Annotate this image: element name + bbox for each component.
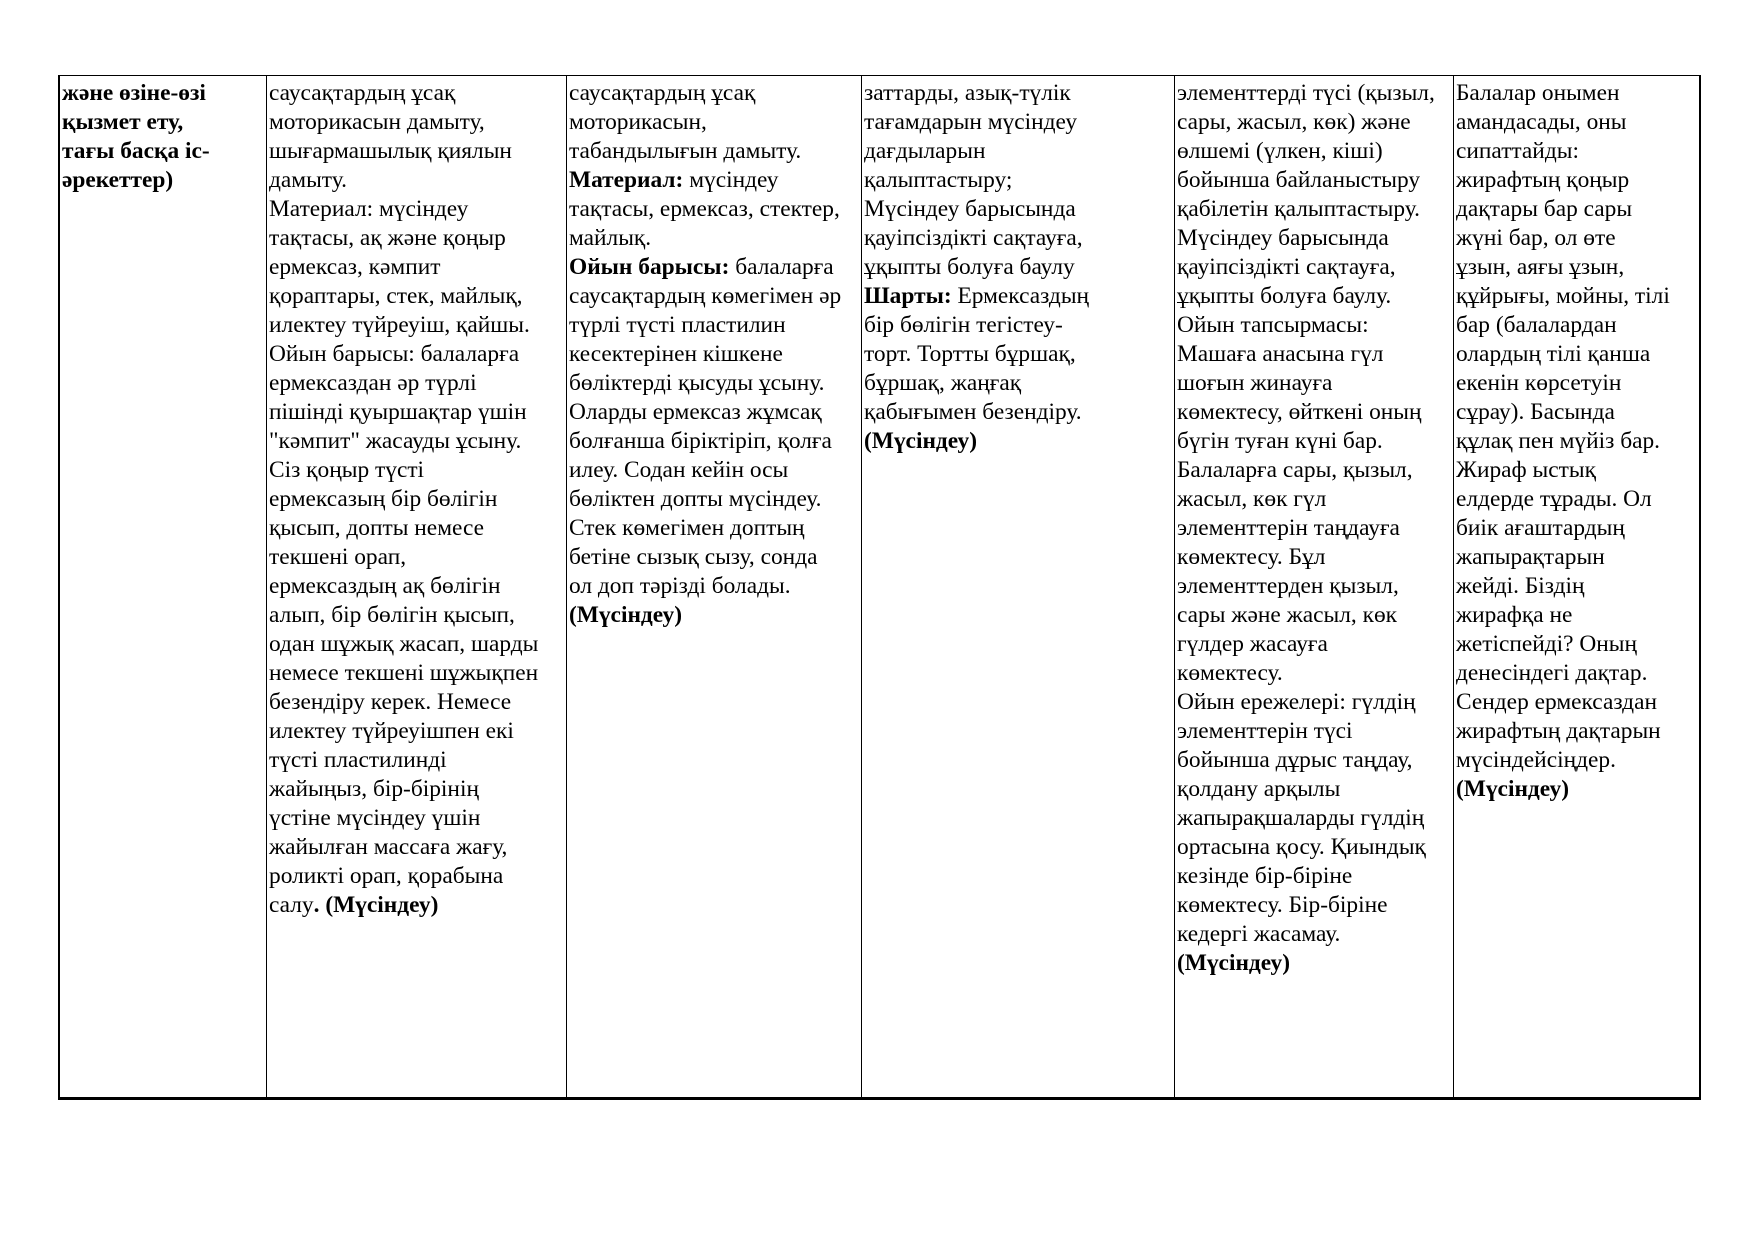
bold-text-segment: әрекеттер) — [62, 167, 174, 193]
text-line — [1456, 543, 1698, 572]
text-segment: тағамдарын мүсіндеу — [864, 109, 1078, 135]
text-line — [269, 398, 565, 427]
text-line — [1456, 166, 1698, 195]
text-segment: түрлі түсті пластилин — [569, 312, 786, 338]
text-segment: моторикасын, — [569, 109, 707, 135]
text-segment: көмектесу, өйткені оның — [1177, 399, 1422, 425]
bold-text-segment: Ойын барысы: — [569, 254, 730, 280]
text-line — [1456, 572, 1698, 601]
text-line — [269, 891, 565, 920]
text-line — [1177, 775, 1452, 804]
text-segment: сары, жасыл, көк) және — [1177, 109, 1411, 135]
text-segment: Мүсіндеу барысында — [1177, 225, 1389, 251]
text-line — [269, 282, 565, 311]
text-line — [1177, 195, 1452, 224]
text-line — [269, 456, 565, 485]
text-segment: Ойын барысы: балаларға — [269, 341, 520, 367]
text-segment: қолдану арқылы — [1177, 776, 1341, 802]
text-segment: жетіспейді? Оның — [1456, 631, 1638, 657]
text-segment: бетіне сызық сызу, сонда — [569, 544, 818, 570]
text-segment: немесе текшені шұжықпен — [269, 660, 539, 686]
text-line — [569, 137, 860, 166]
bold-text-segment: қызмет ету, — [62, 109, 184, 135]
text-segment: қауіпсіздікті сақтауға, — [1177, 254, 1396, 280]
text-line — [1177, 688, 1452, 717]
text-line — [1177, 398, 1452, 427]
text-line — [1456, 108, 1698, 137]
text-segment: қауіпсіздікті сақтауға, — [864, 225, 1083, 251]
text-segment: Ойын тапсырмасы: — [1177, 312, 1369, 338]
text-segment: Мүсіндеу барысында — [864, 196, 1076, 222]
text-line — [864, 195, 1173, 224]
text-segment: дамыту. — [269, 167, 347, 193]
text-line — [1177, 485, 1452, 514]
text-segment: сұрау). Басында — [1456, 399, 1615, 425]
text-line — [1177, 833, 1452, 862]
text-segment: ол доп тәрізді болады. — [569, 573, 791, 599]
text-segment: екенін көрсетуін — [1456, 370, 1622, 396]
text-segment: Ойын ережелері: гүлдің — [1177, 689, 1416, 715]
text-segment: Ермексаздың — [951, 283, 1090, 309]
text-line — [569, 572, 860, 601]
text-line — [1177, 108, 1452, 137]
text-segment: гүлдер жасауға — [1177, 631, 1328, 657]
text-segment: Сіз қоңыр түсті — [269, 457, 425, 483]
text-line — [1456, 137, 1698, 166]
bold-text-segment: (Мүсіндеу) — [864, 428, 978, 454]
text-line — [1456, 659, 1698, 688]
text-line — [1456, 398, 1698, 427]
text-line — [864, 166, 1173, 195]
text-line — [269, 601, 565, 630]
text-line — [1177, 224, 1452, 253]
text-segment: қабығымен безендіру. — [864, 399, 1082, 425]
text-segment: бір бөлігін тегістеу- — [864, 312, 1063, 338]
text-line — [864, 108, 1173, 137]
text-segment: ермексаздың ақ бөлігін — [269, 573, 501, 599]
text-line — [1456, 253, 1698, 282]
text-segment: ұқыпты болуға баулу — [864, 254, 1075, 280]
text-line — [1177, 543, 1452, 572]
text-line — [569, 456, 860, 485]
text-segment: түсті пластилинді — [269, 747, 447, 773]
text-line — [1456, 514, 1698, 543]
text-segment: Балаларға сары, қызыл, — [1177, 457, 1413, 483]
text-segment: одан шұжық жасап, шарды — [269, 631, 539, 657]
text-segment: элементтерді түсі (қызыл, — [1177, 80, 1435, 106]
text-line — [269, 427, 565, 456]
text-line — [269, 572, 565, 601]
text-segment: қалыптастыру; — [864, 167, 1013, 193]
text-line — [864, 369, 1173, 398]
text-segment: "кәмпит" жасауды ұсыну. — [269, 428, 522, 454]
text-line — [1177, 949, 1452, 978]
text-line — [1177, 369, 1452, 398]
text-segment: кедергі жасамау. — [1177, 921, 1341, 947]
text-line — [1177, 166, 1452, 195]
text-line — [1177, 891, 1452, 920]
text-segment: жейді. Біздің — [1456, 573, 1585, 599]
text-line — [864, 427, 1173, 456]
text-segment: шығармашылық қиялын — [269, 138, 512, 164]
text-line — [269, 224, 565, 253]
text-segment: ұзын, аяғы ұзын, — [1456, 254, 1625, 280]
text-line — [1456, 630, 1698, 659]
text-segment: элементтерін таңдауға — [1177, 515, 1400, 541]
text-line — [269, 717, 565, 746]
text-line — [1456, 195, 1698, 224]
bold-text-segment: және өзіне-өзі — [62, 80, 206, 106]
column-activity-3 — [862, 76, 1175, 1097]
text-line — [569, 369, 860, 398]
text-segment: балаларға — [729, 254, 834, 280]
text-segment: саусақтардың ұсақ — [569, 80, 756, 106]
text-segment: табандылығын дамыту. — [569, 138, 802, 164]
text-segment: амандасады, оны — [1456, 109, 1627, 135]
text-segment: илектеу түйреуіш, қайшы. — [269, 312, 530, 338]
text-line — [864, 398, 1173, 427]
text-segment: көмектесу. Бұл — [1177, 544, 1326, 570]
text-segment: ермексаз, кәмпит — [269, 254, 441, 280]
text-segment: ұқыпты болуға баулу. — [1177, 283, 1392, 309]
text-line — [269, 746, 565, 775]
text-line — [569, 398, 860, 427]
activity-table — [58, 75, 1701, 1100]
text-line — [269, 340, 565, 369]
bold-text-segment: (Мүсіндеу) — [1177, 950, 1291, 976]
text-segment: жапырақшаларды гүлдің — [1177, 805, 1425, 831]
text-line — [1456, 282, 1698, 311]
text-segment: Жираф ыстық — [1456, 457, 1596, 483]
text-segment: Оларды ермексаз жұмсақ — [569, 399, 822, 425]
text-segment: безендіру керек. Немесе — [269, 689, 512, 715]
text-segment: елдерде тұрады. Ол — [1456, 486, 1652, 512]
text-line — [864, 137, 1173, 166]
text-segment: болғанша біріктіріп, қолға — [569, 428, 832, 454]
text-line — [269, 311, 565, 340]
text-line — [269, 369, 565, 398]
column-activity-4 — [1175, 76, 1454, 1097]
text-line — [269, 195, 565, 224]
column-activity-1 — [267, 76, 567, 1097]
text-line — [1456, 369, 1698, 398]
text-segment: мүсіндеу — [683, 167, 779, 193]
text-segment: жайыңыз, бір-бірінің — [269, 776, 479, 802]
text-segment: жайылған массаға жағу, — [269, 834, 508, 860]
text-line — [1177, 920, 1452, 949]
text-segment: шоғын жинауға — [1177, 370, 1333, 396]
text-line — [1456, 601, 1698, 630]
text-line — [269, 108, 565, 137]
column-activity-type — [60, 76, 267, 1097]
text-segment: моторикасын дамыту, — [269, 109, 485, 135]
text-line — [864, 311, 1173, 340]
text-line — [864, 340, 1173, 369]
text-segment: саусақтардың ұсақ — [269, 80, 456, 106]
text-segment: көмектесу. Бір-біріне — [1177, 892, 1388, 918]
bold-text-segment: . (Мүсіндеу) — [313, 892, 439, 918]
text-segment: заттарды, азық-түлік — [864, 80, 1071, 106]
text-line — [1456, 485, 1698, 514]
text-segment: бар (балалардан — [1456, 312, 1617, 338]
bold-text-segment: (Мүсіндеу) — [569, 602, 683, 628]
text-segment: жүні бар, ол өте — [1456, 225, 1616, 251]
text-segment: текшені орап, — [269, 544, 407, 570]
text-segment: Стек көмегімен доптың — [569, 515, 805, 541]
text-line — [62, 108, 265, 137]
text-segment: бұршақ, жаңғақ — [864, 370, 1022, 396]
text-segment: дағдыларын — [864, 138, 986, 164]
text-line — [1177, 717, 1452, 746]
text-line — [269, 485, 565, 514]
text-line — [1177, 340, 1452, 369]
text-line — [1177, 572, 1452, 601]
text-segment: ортасына қосу. Қиындық — [1177, 834, 1426, 860]
text-segment: элементтерін түсі — [1177, 718, 1353, 744]
text-line — [1456, 340, 1698, 369]
text-line — [1177, 804, 1452, 833]
text-line — [62, 79, 265, 108]
text-segment: тақтасы, ақ және қоңыр — [269, 225, 506, 251]
text-segment: көмектесу. — [1177, 660, 1283, 686]
column-activity-5 — [1454, 76, 1699, 1097]
text-line — [569, 543, 860, 572]
text-segment: бөліктерді қысуды ұсыну. — [569, 370, 825, 396]
text-line — [569, 195, 860, 224]
text-segment: бүгін туған күні бар. — [1177, 428, 1383, 454]
text-segment: қысып, допты немесе — [269, 515, 485, 541]
text-line — [569, 311, 860, 340]
text-segment: Машаға анасына гүл — [1177, 341, 1384, 367]
text-segment: олардың тілі қанша — [1456, 341, 1651, 367]
text-line — [269, 775, 565, 804]
text-line — [1456, 456, 1698, 485]
text-line — [569, 427, 860, 456]
text-segment: Сендер ермексаздан — [1456, 689, 1657, 715]
text-segment: үстіне мүсіндеу үшін — [269, 805, 481, 831]
text-segment: бойынша байланыстыру — [1177, 167, 1421, 193]
bold-text-segment: Материал: — [569, 167, 684, 193]
text-line — [1456, 427, 1698, 456]
text-segment: биік ағаштардың — [1456, 515, 1625, 541]
text-line — [569, 166, 860, 195]
text-segment: илектеу түйреуішпен екі — [269, 718, 514, 744]
text-line — [569, 108, 860, 137]
text-line — [569, 485, 860, 514]
text-segment: роликті орап, қорабына — [269, 863, 504, 889]
text-line — [269, 688, 565, 717]
text-line — [1456, 311, 1698, 340]
text-line — [1177, 862, 1452, 891]
text-segment: бөліктен допты мүсіндеу. — [569, 486, 822, 512]
text-segment: құйрығы, мойны, тілі — [1456, 283, 1670, 309]
text-line — [269, 833, 565, 862]
text-line — [269, 862, 565, 891]
text-line — [62, 166, 265, 195]
bold-text-segment: тағы басқа іс- — [62, 138, 210, 164]
text-line — [269, 137, 565, 166]
text-line — [1177, 746, 1452, 775]
bold-text-segment: Шарты: — [864, 283, 952, 309]
text-segment: ермексаздан әр түрлі — [269, 370, 477, 396]
text-line — [269, 166, 565, 195]
text-segment: дақтары бар сары — [1456, 196, 1633, 222]
text-line — [1177, 427, 1452, 456]
text-line — [1177, 659, 1452, 688]
text-line — [1177, 311, 1452, 340]
text-line — [569, 282, 860, 311]
text-line — [569, 253, 860, 282]
text-line — [1456, 79, 1698, 108]
text-segment: жапырақтарын — [1456, 544, 1605, 570]
text-segment: кезінде бір-біріне — [1177, 863, 1353, 889]
text-line — [569, 514, 860, 543]
text-segment: саусақтардың көмегімен әр — [569, 283, 842, 309]
text-line — [569, 601, 860, 630]
text-line — [1456, 717, 1698, 746]
text-line — [1456, 688, 1698, 717]
column-activity-2 — [567, 76, 862, 1097]
text-line — [1177, 514, 1452, 543]
text-segment: ермексазың бір бөлігін — [269, 486, 498, 512]
text-line — [1177, 137, 1452, 166]
text-line — [269, 514, 565, 543]
bold-text-segment: (Мүсіндеу) — [1456, 776, 1570, 802]
text-line — [1456, 224, 1698, 253]
text-segment: қабілетін қалыптастыру. — [1177, 196, 1420, 222]
text-segment: жирафқа не — [1456, 602, 1573, 628]
text-line — [1177, 601, 1452, 630]
text-segment: салу — [269, 892, 314, 918]
text-line — [1456, 746, 1698, 775]
text-segment: майлық. — [569, 225, 652, 251]
text-line — [864, 282, 1173, 311]
text-line — [569, 224, 860, 253]
text-line — [1177, 630, 1452, 659]
text-segment: элементтерден қызыл, — [1177, 573, 1399, 599]
text-segment: кесектерінен кішкене — [569, 341, 783, 367]
text-segment: мүсіндейсіңдер. — [1456, 747, 1616, 773]
text-segment: бойынша дұрыс таңдау, — [1177, 747, 1413, 773]
text-segment: құлақ пен мүйіз бар. — [1456, 428, 1661, 454]
text-line — [269, 804, 565, 833]
text-segment: илеу. Содан кейін осы — [569, 457, 789, 483]
text-line — [864, 253, 1173, 282]
text-segment: сары және жасыл, көк — [1177, 602, 1398, 628]
text-segment: тақтасы, ермексаз, стектер, — [569, 196, 840, 222]
text-segment: Балалар онымен — [1456, 80, 1620, 106]
text-line — [269, 253, 565, 282]
text-segment: алып, бір бөлігін қысып, — [269, 602, 515, 628]
text-segment: өлшемі (үлкен, кіші) — [1177, 138, 1383, 164]
text-segment: қораптары, стек, майлық, — [269, 283, 523, 309]
text-segment: жирафтың дақтарын — [1456, 718, 1661, 744]
text-line — [269, 630, 565, 659]
text-line — [269, 543, 565, 572]
text-segment: жасыл, көк гүл — [1177, 486, 1327, 512]
text-line — [1177, 253, 1452, 282]
text-line — [269, 79, 565, 108]
text-line — [269, 659, 565, 688]
text-line — [1456, 775, 1698, 804]
text-line — [1177, 456, 1452, 485]
text-line — [864, 224, 1173, 253]
text-segment: сипаттайды: — [1456, 138, 1579, 164]
text-segment: жирафтың қоңыр — [1456, 167, 1630, 193]
text-line — [1177, 282, 1452, 311]
text-segment: денесіндегі дақтар. — [1456, 660, 1648, 686]
text-line — [569, 79, 860, 108]
text-segment: пішінді қуыршақтар үшін — [269, 399, 527, 425]
text-line — [864, 79, 1173, 108]
text-line — [569, 340, 860, 369]
text-line — [1177, 79, 1452, 108]
text-segment: торт. Тортты бұршақ, — [864, 341, 1076, 367]
text-line — [62, 137, 265, 166]
text-segment: Материал: мүсіндеу — [269, 196, 469, 222]
